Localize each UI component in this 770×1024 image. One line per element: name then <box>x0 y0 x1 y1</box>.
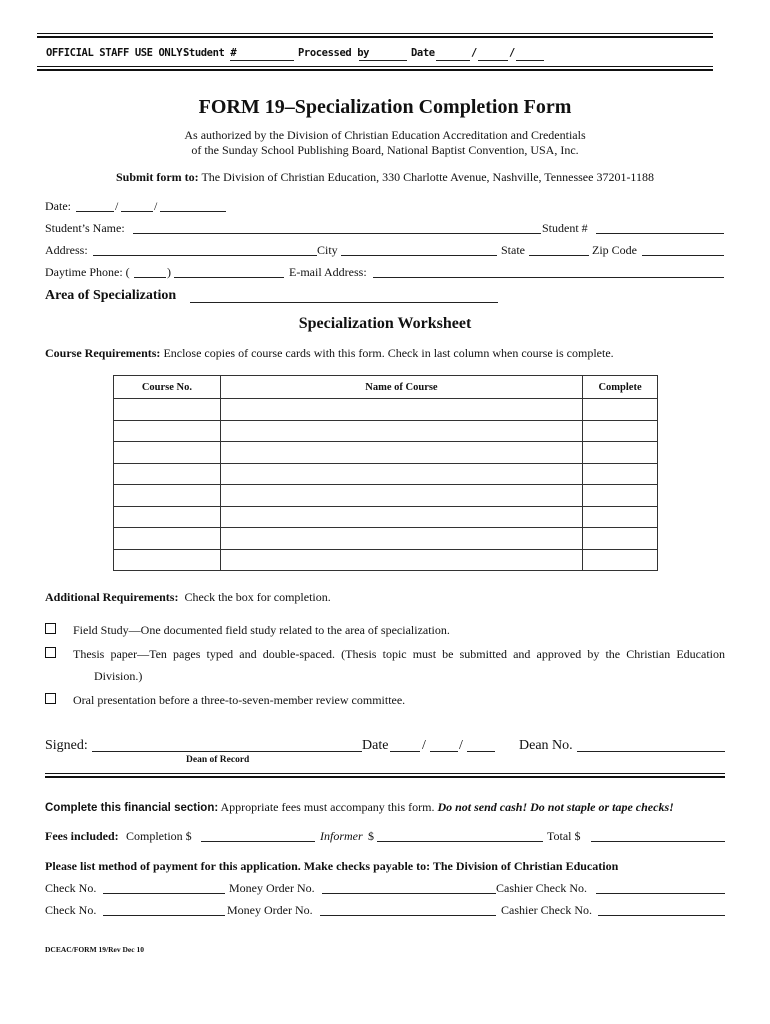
check-no-label: Check No. <box>45 903 97 917</box>
worksheet-title: Specialization Worksheet <box>298 315 472 332</box>
date-year-field[interactable] <box>160 211 226 212</box>
course-name-cell[interactable] <box>220 399 582 421</box>
address-field[interactable] <box>93 255 317 256</box>
staff-student-field[interactable] <box>230 60 294 61</box>
course-requirements-label: Course Requirements: <box>45 346 161 360</box>
completion-amount-field[interactable] <box>201 841 315 842</box>
field-study-text: Field Study—One documented field study related to the area of specialization. <box>73 623 450 637</box>
complete-cell[interactable] <box>583 549 658 571</box>
table-row <box>114 506 658 528</box>
informer-label: Informer <box>320 829 363 843</box>
phone-label: Daytime Phone: ( <box>45 265 130 279</box>
dean-number-label: Dean No. <box>519 738 573 753</box>
financial-heading: Complete this financial section: <box>45 802 219 814</box>
signed-date-month[interactable] <box>390 751 420 752</box>
email-field[interactable] <box>373 277 724 278</box>
student-name-label: Student’s Name: <box>45 221 125 235</box>
course-name-cell[interactable] <box>220 442 582 464</box>
money-order-label: Money Order No. <box>229 881 315 895</box>
thesis-paper-checkbox[interactable] <box>45 647 56 658</box>
financial-divider <box>45 773 725 778</box>
money-order-label: Money Order No. <box>227 903 313 917</box>
submit-line <box>0 170 770 185</box>
signed-date-label: Date <box>362 738 389 753</box>
course-requirements-text: Enclose copies of course cards with this form. Check in last column when course is complete. <box>163 346 614 360</box>
course-no-cell[interactable] <box>114 399 221 421</box>
check-no-label: Check No. <box>45 881 97 895</box>
complete-cell[interactable] <box>583 399 658 421</box>
student-number-field[interactable] <box>596 233 724 234</box>
course-no-cell[interactable] <box>114 485 221 507</box>
staff-bottom-rule <box>37 66 713 71</box>
financial-text: Appropriate fees must accompany this form. <box>220 800 435 814</box>
cashier-check-field-1[interactable] <box>596 893 725 894</box>
thesis-paper-text-cont: Division.) <box>94 669 143 683</box>
financial-warning: Do not send cash! Do not staple or tape checks! <box>437 800 674 814</box>
city-field[interactable] <box>341 255 497 256</box>
table-header-row <box>114 376 658 399</box>
phone-number-field[interactable] <box>174 277 284 278</box>
complete-cell[interactable] <box>583 420 658 442</box>
total-label: Total $ <box>547 829 581 843</box>
address-label: Address: <box>45 243 88 257</box>
course-name-cell[interactable] <box>220 549 582 571</box>
course-name-cell[interactable] <box>220 528 582 550</box>
money-order-field-2[interactable] <box>320 915 496 916</box>
form-title: FORM 19–Specialization Completion Form <box>198 96 572 118</box>
area-of-specialization-field[interactable] <box>190 302 498 303</box>
date-day-field[interactable] <box>121 211 153 212</box>
course-table <box>113 375 658 571</box>
table-row <box>114 420 658 442</box>
student-number-label: Student # <box>542 221 588 235</box>
area-of-specialization-label: Area of Specialization <box>45 288 177 303</box>
date-label: Date: <box>45 199 71 213</box>
column-header-course-no: Course No. <box>114 376 221 399</box>
state-field[interactable] <box>529 255 589 256</box>
staff-processed-label: Processed by <box>298 47 370 59</box>
course-name-cell[interactable] <box>220 485 582 507</box>
cashier-check-label: Cashier Check No. <box>496 881 587 895</box>
course-no-cell[interactable] <box>114 463 221 485</box>
staff-student-label: Student # <box>183 47 237 59</box>
authorized-line-1: As authorized by the Division of Christian Education Accreditation and Credentials <box>184 128 586 142</box>
thesis-paper-text: Thesis paper—Ten pages typed and double-spaced. (Thesis topic must be submitted and approved by the Christian Education <box>73 647 725 661</box>
table-row <box>114 463 658 485</box>
staff-date-month[interactable] <box>436 60 470 61</box>
staff-date-slash: / <box>471 47 477 59</box>
signed-date-slash: / <box>459 738 463 753</box>
course-name-cell[interactable] <box>220 506 582 528</box>
state-label: State <box>501 243 525 257</box>
staff-date-year[interactable] <box>516 60 544 61</box>
course-name-cell[interactable] <box>220 420 582 442</box>
informer-amount-field[interactable] <box>377 841 543 842</box>
additional-requirements-line <box>45 590 331 605</box>
dean-number-field[interactable] <box>577 751 725 752</box>
city-label: City <box>317 243 338 257</box>
signed-date-slash: / <box>422 738 426 753</box>
column-header-course-name: Name of Course <box>220 376 582 399</box>
complete-cell[interactable] <box>583 506 658 528</box>
cashier-check-label: Cashier Check No. <box>501 903 592 917</box>
table-row <box>114 549 658 571</box>
payment-method-instruction: Please list method of payment for this application. Make checks payable to: The Division of Christian Education <box>45 859 619 873</box>
completion-label: Completion $ <box>126 829 192 843</box>
table-row <box>114 528 658 550</box>
complete-cell[interactable] <box>583 442 658 464</box>
additional-requirements-text: Check the box for completion. <box>184 590 331 604</box>
column-header-complete: Complete <box>583 376 658 399</box>
cashier-check-field-2[interactable] <box>598 915 725 916</box>
check-no-field-1[interactable] <box>103 893 225 894</box>
signature-field[interactable] <box>92 751 362 752</box>
staff-processed-field[interactable] <box>359 60 407 61</box>
email-label: E-mail Address: <box>289 265 367 279</box>
signed-date-day[interactable] <box>430 751 458 752</box>
table-row <box>114 485 658 507</box>
signed-label: Signed: <box>45 738 88 753</box>
zip-field[interactable] <box>642 255 724 256</box>
course-no-cell[interactable] <box>114 549 221 571</box>
submit-label: Submit form to: <box>116 170 199 184</box>
course-no-cell[interactable] <box>114 528 221 550</box>
dean-of-record-caption: Dean of Record <box>186 755 250 765</box>
signed-date-year[interactable] <box>467 751 495 752</box>
complete-cell[interactable] <box>583 485 658 507</box>
table-row <box>114 442 658 464</box>
table-row <box>114 399 658 421</box>
additional-requirements-label: Additional Requirements: <box>45 590 179 604</box>
course-no-cell[interactable] <box>114 506 221 528</box>
field-study-checkbox[interactable] <box>45 623 56 634</box>
money-order-field-1[interactable] <box>322 893 496 894</box>
oral-presentation-text: Oral presentation before a three-to-seven-member review committee. <box>73 693 406 707</box>
zip-label: Zip Code <box>592 243 637 257</box>
staff-use-label: OFFICIAL STAFF USE ONLY: <box>46 47 189 59</box>
informer-dollar: $ <box>368 829 374 843</box>
student-name-field[interactable] <box>133 233 541 234</box>
financial-heading-line <box>45 800 674 815</box>
date-slash: / <box>115 199 119 213</box>
oral-presentation-checkbox[interactable] <box>45 693 56 704</box>
authorized-line-2: of the Sunday School Publishing Board, National Baptist Convention, USA, Inc. <box>191 143 579 157</box>
form-revision-footer: DCEAC/FORM 19/Rev Dec 10 <box>45 945 144 954</box>
staff-date-slash: / <box>509 47 515 59</box>
complete-cell[interactable] <box>583 463 658 485</box>
staff-date-day[interactable] <box>478 60 508 61</box>
date-month-field[interactable] <box>76 211 114 212</box>
fees-included-label: Fees included: <box>45 829 119 843</box>
total-amount-field[interactable] <box>591 841 725 842</box>
course-name-cell[interactable] <box>220 463 582 485</box>
submit-address: The Division of Christian Education, 330 Charlotte Avenue, Nashville, Tennessee 37201-1188 <box>201 170 654 184</box>
course-no-cell[interactable] <box>114 442 221 464</box>
complete-cell[interactable] <box>583 528 658 550</box>
course-no-cell[interactable] <box>114 420 221 442</box>
phone-area-code-field[interactable] <box>134 277 166 278</box>
phone-paren: ) <box>167 265 171 279</box>
staff-date-label: Date <box>411 47 435 59</box>
top-rule <box>37 33 713 38</box>
course-requirements-line <box>45 346 614 361</box>
check-no-field-2[interactable] <box>103 915 225 916</box>
date-slash: / <box>154 199 158 213</box>
